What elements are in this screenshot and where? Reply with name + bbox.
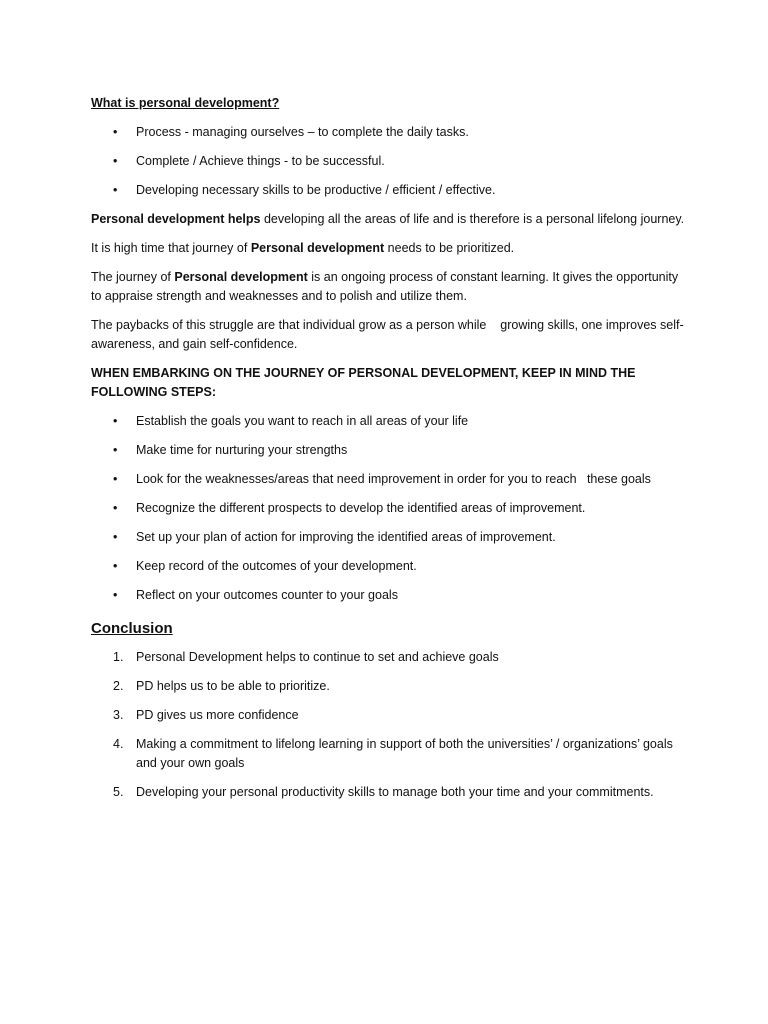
section-heading: What is personal development? [91,96,280,110]
bullet-icon: • [113,501,118,515]
list-item [91,441,691,460]
intro-bullet-list [91,123,691,200]
list-item [91,648,691,667]
list-item-text: Developing your personal productivity skills to manage both your time and your commitments. [136,785,654,799]
list-item [91,735,691,773]
bullet-icon: • [113,559,118,573]
bullet-icon: • [113,472,118,486]
steps-heading: WHEN EMBARKING ON THE JOURNEY OF PERSONAL DEVELOPMENT, KEEP IN MIND THE FOLLOWING STEPS: [91,366,636,399]
list-item-text: Reflect on your outcomes counter to your goals [136,588,398,602]
list-item [91,586,691,605]
list-item-text: Developing necessary skills to be productive / efficient / effective. [136,183,496,197]
list-item-text: PD gives us more confidence [136,708,299,722]
bold-term: Personal development [250,241,385,255]
list-item [91,706,691,725]
bullet-icon: • [113,588,118,602]
list-item-text: Making a commitment to lifelong learning in support of both the universities’ / organizations’ goals and your own goals [136,737,673,770]
paragraph-text: needs to be prioritized. [384,241,515,255]
list-item-text: Complete / Achieve things - to be successful. [136,154,385,168]
list-item-text: Establish the goals you want to reach in all areas of your life [136,414,469,428]
document-page [91,94,691,812]
bullet-icon: • [113,183,118,197]
list-item-text: Process - managing ourselves – to complete the daily tasks. [136,125,469,139]
conclusion-numbered-list [91,648,691,802]
list-item [91,557,691,576]
list-item-text: Make time for nurturing your strengths [136,443,348,457]
steps-bullet-list [91,412,691,605]
bold-term: Personal development helps [91,212,261,226]
paragraph-text: It is high time that journey of [91,241,251,255]
list-item-text: Look for the weaknesses/areas that need improvement in order for you to reach these goals [136,472,651,486]
list-item [91,470,691,489]
bold-term: Personal development [174,270,308,284]
list-number: 2. [113,679,124,693]
bullet-icon: • [113,530,118,544]
list-number: 5. [113,785,124,799]
bullet-icon: • [113,414,118,428]
list-item-text: Set up your plan of action for improving the identified areas of improvement. [136,530,556,544]
list-number: 3. [113,708,124,722]
list-item [91,412,691,431]
list-item [91,499,691,518]
bullet-icon: • [113,125,118,139]
paragraph-text: is an ongoing process of constant learning. It gives the opportunity to appraise strength and weaknesses and to polish and utilize them. [91,270,679,303]
list-item [91,528,691,547]
list-item [91,783,691,802]
list-item [91,123,691,142]
conclusion-heading: Conclusion [91,620,173,637]
bullet-icon: • [113,443,118,457]
list-item-text: Personal Development helps to continue to set and achieve goals [136,650,499,664]
paragraph-paybacks: The paybacks of this struggle are that individual grow as a person while growing skills, one improves self-awareness, and gain self-confidence. [91,318,684,351]
paragraph-prioritized [91,239,691,258]
bullet-icon: • [113,154,118,168]
paragraph-text: developing all the areas of life and is therefore is a personal lifelong journey. [260,212,685,226]
list-item-text: Keep record of the outcomes of your development. [136,559,417,573]
list-item [91,677,691,696]
list-item-text: Recognize the different prospects to develop the identified areas of improvement. [136,501,586,515]
paragraph-text: The journey of [91,270,175,284]
list-number: 4. [113,737,124,751]
paragraph-pd-helps [91,210,691,229]
paragraph-ongoing-process [91,268,691,306]
list-item [91,152,691,171]
list-item [91,181,691,200]
list-number: 1. [113,650,124,664]
list-item-text: PD helps us to be able to prioritize. [136,679,330,693]
